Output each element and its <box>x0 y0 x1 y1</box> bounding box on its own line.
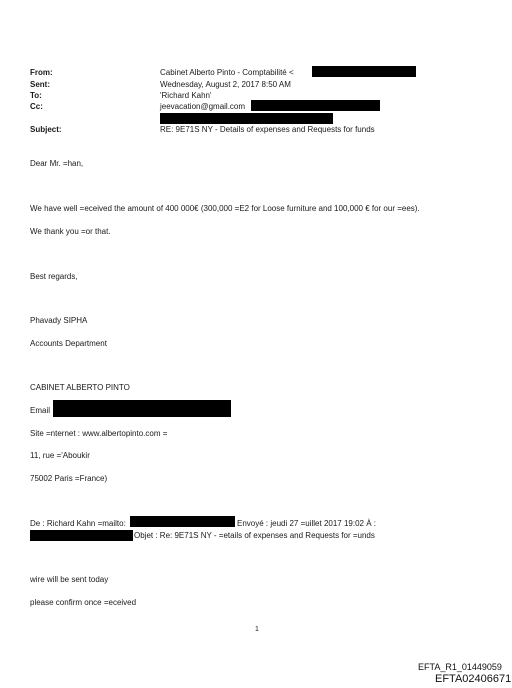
quoted-message-2: please confirm once =eceived <box>30 598 137 607</box>
subject-value: RE: 9E71S NY - Details of expenses and Requests for funds <box>160 125 375 134</box>
address-line-1: 11, rue ='Aboukir <box>30 451 90 460</box>
cc-value: jeevacation@gmail.com <box>160 102 246 111</box>
address-line-2: 75002 Paris =France) <box>30 474 108 483</box>
page-number: 1 <box>255 626 259 633</box>
quoted-message-1: wire will be sent today <box>30 575 109 584</box>
quoted-subject-line: Objet : Re: 9E71S NY - =etails of expenses and Requests for =unds <box>134 531 375 540</box>
website-line: Site =nternet : www.albertopinto.com = <box>30 429 168 438</box>
redaction-quoted-recipient <box>30 530 133 541</box>
signature-department: Accounts Department <box>30 339 107 348</box>
sent-value: Wednesday, August 2, 2017 8:50 AM <box>160 80 291 89</box>
from-value: Cabinet Alberto Pinto - Comptabilité < <box>160 68 294 77</box>
quoted-from-line: De : Richard Kahn =mailto: <box>30 519 126 528</box>
closing: Best regards, <box>30 272 78 281</box>
company-name: CABINET ALBERTO PINTO <box>30 383 130 392</box>
sent-label: Sent: <box>30 80 50 89</box>
cc-label: Cc: <box>30 102 43 111</box>
signature-name: Phavady SIPHA <box>30 316 88 325</box>
from-label: From: <box>30 68 53 77</box>
footer-id-2: EFTA02406671 <box>435 673 512 685</box>
redaction-from-email <box>312 66 416 77</box>
to-label: To: <box>30 91 42 100</box>
subject-label: Subject: <box>30 125 62 134</box>
greeting: Dear Mr. =han, <box>30 159 84 168</box>
email-label: Email <box>30 406 51 415</box>
footer-id-1: EFTA_R1_01449059 <box>418 662 502 672</box>
quoted-sent-line: Envoyé : jeudi 27 =uillet 2017 19:02 À : <box>237 519 376 528</box>
redaction-email <box>53 400 231 417</box>
redaction-cc-2 <box>160 113 333 124</box>
redaction-cc-1 <box>251 100 380 111</box>
paragraph-2: We thank you =or that. <box>30 227 111 236</box>
to-value: 'Richard Kahn' <box>160 91 212 100</box>
redaction-quoted-email <box>130 516 235 527</box>
paragraph-1: We have well =eceived the amount of 400 000€ (300,000 =E2 for Loose furniture and 100,000 € for our =ees). <box>30 204 420 213</box>
